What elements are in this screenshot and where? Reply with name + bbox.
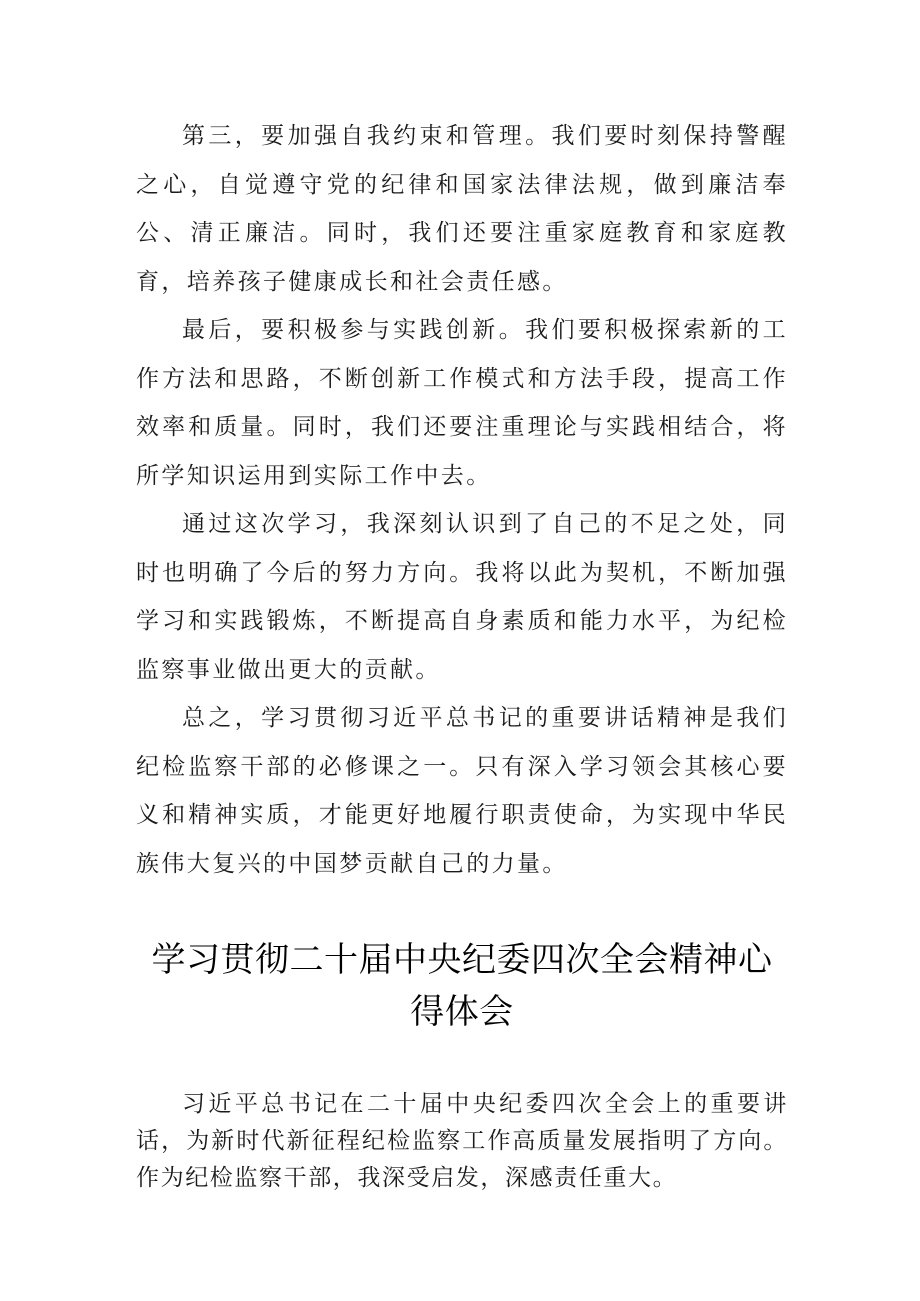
- paragraph-self-discipline: 第三，要加强自我约束和管理。我们要时刻保持警醒之心，自觉遵守党的纪律和国家法律法规，做到廉洁奉公、清正廉洁。同时，我们还要注重家庭教育和家庭教育，培养孩子健康成长和社会责任感。: [136, 123, 788, 295]
- paragraph-conclusion: 总之，学习贯彻习近平总书记的重要讲话精神是我们纪检监察干部的必修课之一。只有深入学习领会其核心要义和精神实质，才能更好地履行职责使命，为实现中华民族伟大复兴的中国梦贡献自己的力量。: [136, 705, 788, 877]
- paragraph-practice-innovation: 最后，要积极参与实践创新。我们要积极探索新的工作方法和思路，不断创新工作模式和方法手段，提高工作效率和质量。同时，我们还要注重理论与实践相结合，将所学知识运用到实际工作中去。: [136, 317, 788, 489]
- new-article-body: [136, 1086, 788, 1197]
- previous-article-body: [136, 112, 788, 888]
- paragraph-learning-reflection: 通过这次学习，我深刻认识到了自己的不足之处，同时也明确了今后的努力方向。我将以此为契机，不断加强学习和实践锻炼，不断提高自身素质和能力水平，为纪检监察事业做出更大的贡献。: [136, 511, 788, 683]
- paragraph-intro: 习近平总书记在二十届中央纪委四次全会上的重要讲话，为新时代新征程纪检监察工作高质量发展指明了方向。作为纪检监察干部，我深受启发，深感责任重大。: [136, 1091, 788, 1191]
- article-title: 学习贯彻二十届中央纪委四次全会精神心得体会: [151, 940, 773, 1032]
